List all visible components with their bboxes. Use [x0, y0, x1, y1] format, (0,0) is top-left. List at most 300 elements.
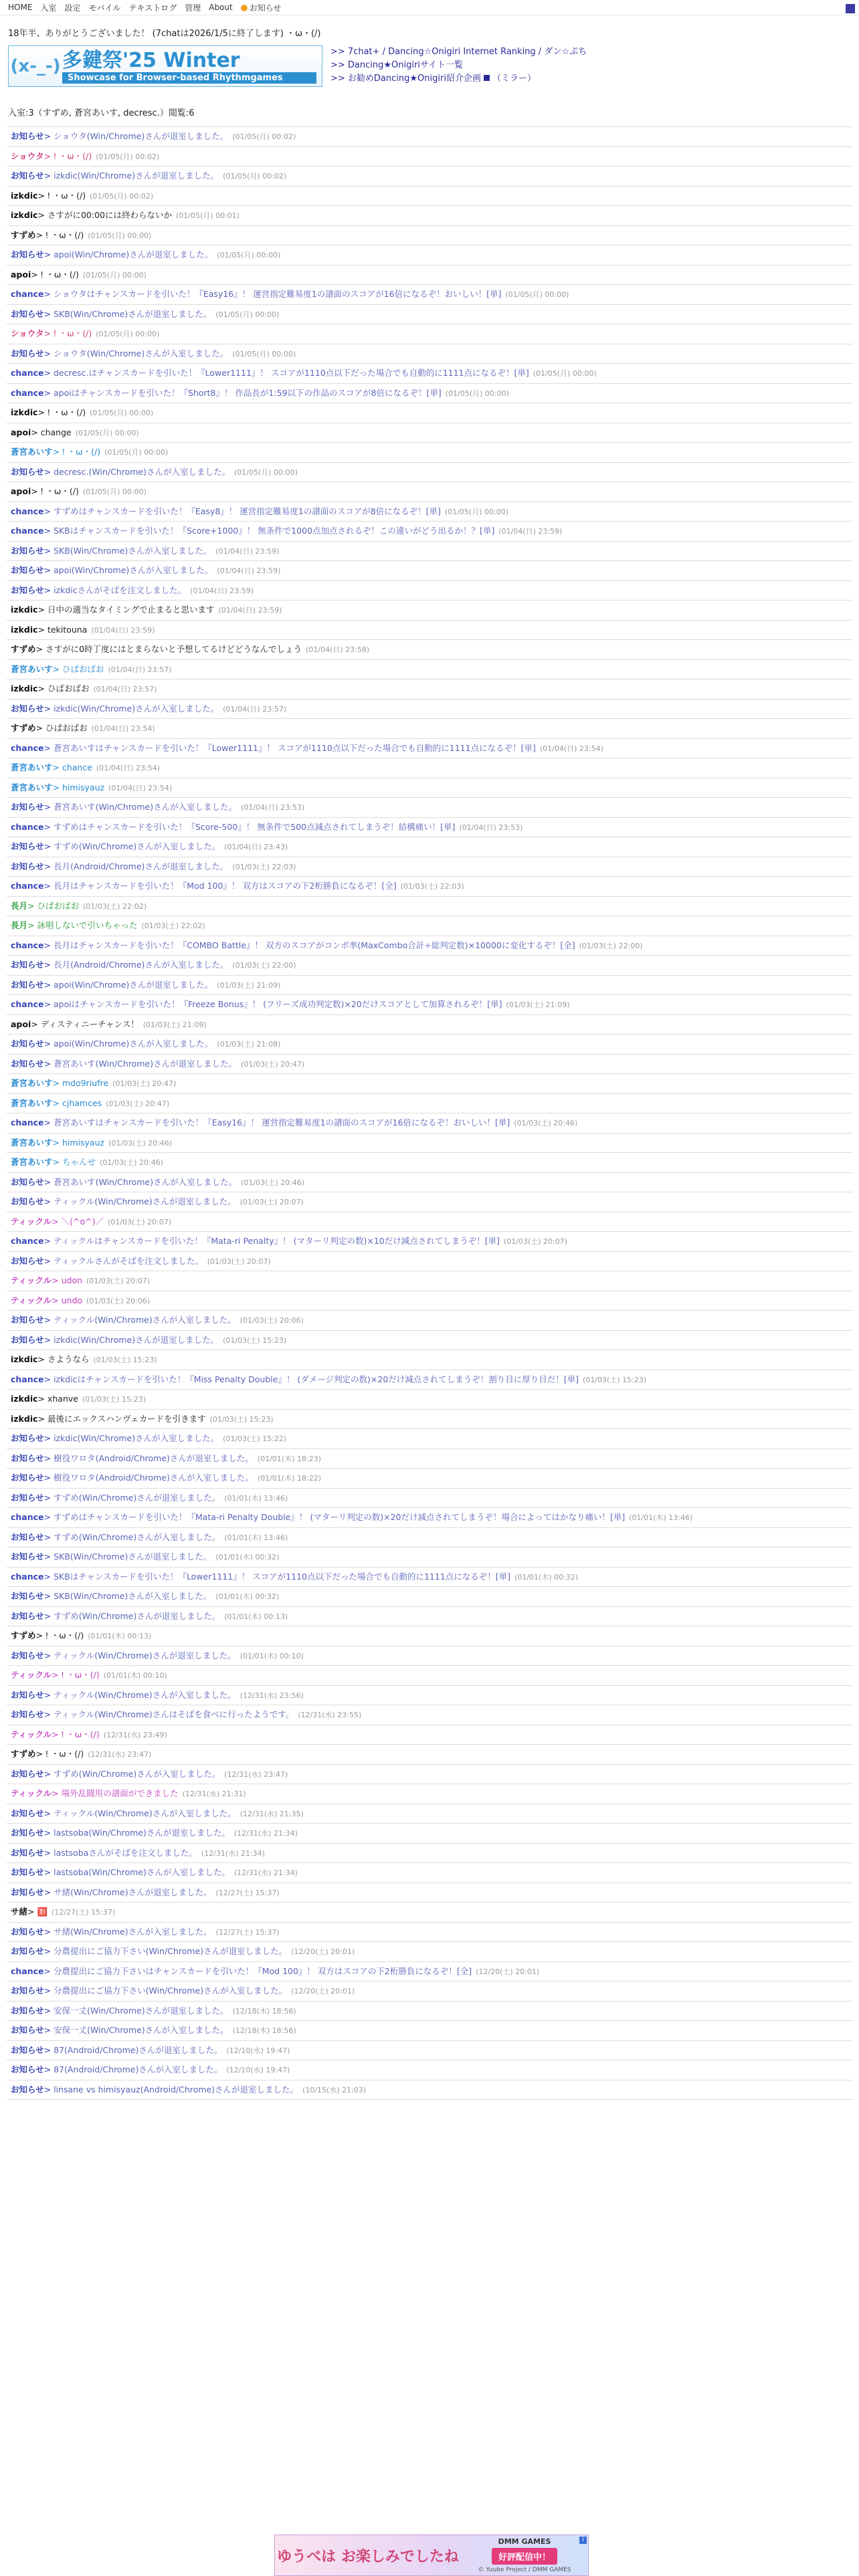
message-speaker[interactable]: お知らせ: [11, 1887, 44, 1897]
message-speaker[interactable]: 蒼宮あいす: [11, 1097, 53, 1108]
message-speaker[interactable]: お知らせ: [11, 308, 44, 319]
message-speaker[interactable]: お知らせ: [11, 2005, 44, 2016]
message-speaker[interactable]: 蒼宮あいす: [11, 1137, 53, 1148]
message-text: SKB(Win/Chrome)さんが入室しました。: [54, 1591, 212, 1601]
message-speaker[interactable]: izkdic: [11, 407, 38, 417]
message-speaker[interactable]: apoi: [11, 269, 31, 280]
event-banner[interactable]: [8, 45, 322, 87]
message-text: すずめ(Win/Chrome)さんが入室しました。: [54, 841, 221, 851]
chat-message: [7, 1686, 852, 1706]
message-text: cjhamces: [62, 1097, 102, 1108]
speaker-separator: >: [43, 1196, 54, 1206]
speaker-separator: >: [43, 1176, 54, 1187]
message-speaker[interactable]: ショウタ: [11, 328, 44, 338]
ad-copyright: © Yuube Project / DMM GAMES: [478, 2567, 571, 2573]
message-speaker[interactable]: ティックル: [11, 1729, 52, 1739]
speaker-separator: >: [43, 1610, 54, 1621]
message-text: SKBはチャンスカードを引いた！『Lower1111』！ スコアが1110点以下だった場合でも自動的に1111点になるぞ！[単]: [53, 1571, 511, 1582]
chat-message: [7, 1824, 852, 1844]
message-speaker[interactable]: お知らせ: [11, 1650, 44, 1660]
room-status: 入室:3（すずめ, 蒼宮あいす, decresc.）閲覧:6: [8, 108, 195, 118]
chat-message: [7, 1449, 852, 1469]
message-text: ティックルはチャンスカードを引いた！『Mata-ri Penalty』！ (マターリ判定の数)×10だけ減点されてしまうぞ！[単]: [53, 1236, 500, 1246]
message-timestamp: (01/03(土) 21:09): [142, 1020, 207, 1029]
message-speaker[interactable]: すずめ: [11, 229, 36, 240]
message-speaker[interactable]: お知らせ: [11, 841, 44, 851]
message-speaker[interactable]: お知らせ: [11, 1985, 44, 1996]
speaker-separator: >: [37, 190, 47, 201]
message-timestamp: (01/04(日) 23:57): [93, 685, 157, 693]
message-speaker[interactable]: chance: [11, 821, 44, 832]
chat-message: [7, 403, 852, 423]
message-timestamp: (01/01(木) 13:46): [224, 1533, 288, 1542]
chat-message: [7, 1646, 852, 1667]
message-speaker[interactable]: すずめ: [11, 1749, 36, 1759]
message-speaker[interactable]: お知らせ: [11, 1433, 44, 1443]
speaker-separator: >: [37, 683, 47, 693]
message-timestamp: (01/03(土) 22:02): [141, 922, 205, 930]
message-timestamp: (01/03(土) 20:06): [86, 1296, 151, 1305]
chat-message: [7, 1942, 852, 1962]
message-timestamp: (12/31(水) 21:34): [233, 1868, 298, 1877]
chat-message: [7, 581, 852, 601]
speaker-separator: >: [31, 269, 41, 280]
chat-message: [7, 995, 852, 1015]
message-text: apoi(Win/Chrome)さんが入室しました。: [54, 1039, 213, 1049]
message-text: apoi(Win/Chrome)さんが入室しました。: [54, 565, 213, 575]
message-timestamp: (01/04(日) 23:59): [217, 566, 281, 575]
chat-message: [7, 561, 852, 581]
message-timestamp: (01/03(土) 20:46): [99, 1158, 164, 1167]
speaker-separator: >: [37, 1394, 47, 1404]
menu-square-icon[interactable]: [846, 4, 855, 13]
message-speaker[interactable]: izkdic: [11, 605, 38, 615]
message-text: ティックル(Win/Chrome)さんが退室しました。: [54, 1650, 236, 1660]
message-text: 詠唱しないで引いちゃった: [37, 920, 138, 930]
message-text: すずめ(Win/Chrome)さんが退室しました。: [54, 1610, 221, 1621]
chat-message: [7, 305, 852, 325]
chat-message: [7, 739, 852, 759]
message-timestamp: (01/05(月) 00:00): [505, 290, 569, 299]
message-text: 分農提出にご協力下さい(Win/Chrome)さんが入室しました。: [54, 1985, 288, 1996]
message-speaker[interactable]: お知らせ: [11, 1709, 44, 1719]
message-timestamp: (12/18(木) 18:56): [232, 2006, 296, 2016]
chat-message: [7, 1863, 852, 1883]
message-speaker[interactable]: お知らせ: [11, 171, 44, 181]
chat-message: [7, 1410, 852, 1430]
ad-cta-button[interactable]: 好評配信中！: [492, 2548, 557, 2565]
message-timestamp: (01/03(土) 21:08): [217, 1040, 281, 1049]
message-speaker[interactable]: apoi: [11, 427, 31, 437]
message-speaker[interactable]: chance: [11, 289, 44, 299]
message-text: 樹役ワロタ(Android/Chrome)さんが入室しました。: [54, 1473, 254, 1483]
message-speaker[interactable]: 蒼宮あいす: [11, 663, 53, 674]
chat-message: [7, 1390, 852, 1410]
message-speaker[interactable]: すずめ: [11, 1630, 36, 1640]
message-speaker[interactable]: izkdic: [11, 1394, 38, 1404]
message-text: xhanve: [47, 1394, 78, 1404]
message-speaker[interactable]: 蒼宮あいす: [11, 447, 53, 457]
nav-text-log[interactable]: テキストログ: [128, 3, 177, 13]
message-timestamp: (01/03(土) 20:47): [106, 1099, 170, 1108]
ad-info-icon[interactable]: i: [579, 2537, 587, 2544]
nav-admin[interactable]: 管理: [185, 3, 201, 13]
speaker-separator: >: [27, 900, 37, 911]
link-ranking[interactable]: >> 7chat+ / Dancing☆Onigiri Internet Ranking / ダン☆ぷち: [330, 47, 587, 57]
chat-message: [7, 818, 852, 838]
message-speaker[interactable]: お知らせ: [11, 1176, 44, 1187]
message-speaker[interactable]: ティックル: [11, 1788, 52, 1798]
message-text: ǃ ・ω・(/): [62, 447, 101, 457]
message-speaker[interactable]: izkdic: [11, 1354, 38, 1364]
message-timestamp: (01/04(日) 23:59): [498, 527, 563, 536]
speaker-separator: >: [43, 1768, 54, 1779]
message-timestamp: (12/31(水) 21:34): [201, 1848, 265, 1858]
message-speaker[interactable]: ティックル: [11, 1295, 52, 1305]
message-timestamp: (01/03(土) 20:46): [514, 1119, 578, 1128]
message-speaker[interactable]: すずめ: [11, 723, 36, 733]
chat-message: [7, 1804, 852, 1824]
message-timestamp: (01/01(木) 18:22): [257, 1474, 321, 1483]
chat-log: [7, 126, 852, 2100]
chat-message: [7, 837, 852, 857]
message-timestamp: (12/27(土) 15:37): [52, 1908, 116, 1917]
link-site-list[interactable]: >> Dancing★Onigiriサイト一覧: [330, 60, 464, 70]
message-text: 蒼宮あいすはチャンスカードを引いた！『Lower1111』！ スコアが1110点以下だった場合でも自動的に1111点になるぞ！[単]: [53, 742, 536, 753]
message-text: ǃ ・ω・(/): [61, 1670, 100, 1680]
link-mirror[interactable]: （ミラー）: [492, 74, 536, 84]
message-text: ǃ ・ω・(/): [45, 1630, 84, 1640]
speaker-separator: >: [43, 2025, 54, 2035]
message-speaker[interactable]: chance: [11, 940, 44, 950]
message-speaker[interactable]: お知らせ: [11, 1058, 44, 1069]
message-timestamp: (01/03(土) 22:00): [232, 961, 296, 970]
chat-message: [7, 1626, 852, 1646]
message-speaker[interactable]: お知らせ: [11, 2025, 44, 2035]
chat-message: [7, 1725, 852, 1745]
message-text: ǃ ・ω・(/): [40, 486, 79, 496]
message-text: 長月(Android/Chrome)さんが入室しました。: [54, 960, 229, 970]
message-text: 87(Android/Chrome)さんが退室しました。: [54, 2044, 223, 2055]
message-timestamp: (12/20(土) 20:01): [476, 1967, 540, 1976]
message-speaker[interactable]: 蒼宮あいす: [11, 762, 53, 772]
chat-message: [7, 660, 852, 680]
message-speaker[interactable]: chance: [11, 999, 44, 1009]
message-text: izkdic(Win/Chrome)さんが入室しました。: [54, 703, 219, 714]
message-speaker[interactable]: izkdic: [11, 683, 38, 693]
message-timestamp: (01/03(土) 20:07): [503, 1237, 568, 1246]
speaker-separator: >: [35, 229, 46, 240]
message-speaker[interactable]: お知らせ: [11, 861, 44, 871]
message-speaker[interactable]: chance: [11, 1965, 44, 1976]
message-speaker[interactable]: ショウタ: [11, 150, 44, 161]
message-text: 長月はチャンスカードを引いた！『COMBO Battle』！ 双方のスコアがコンボ率(MaxCombo合計÷総判定数)×10000に変化するぞ！[全]: [53, 940, 575, 950]
speaker-separator: >: [43, 1117, 54, 1128]
message-timestamp: (01/05(月) 00:00): [88, 231, 152, 240]
message-text: ショウタ(Win/Chrome)さんが退室しました。: [54, 131, 229, 141]
chat-message: [7, 265, 852, 286]
message-speaker[interactable]: お知らせ: [11, 1453, 44, 1463]
message-timestamp: (01/03(土) 22:03): [400, 882, 464, 891]
message-text: 分農提出にご協力下さい(Win/Chrome)さんが退室しました。: [54, 1946, 288, 1956]
message-speaker[interactable]: お知らせ: [11, 1531, 44, 1542]
speaker-separator: >: [43, 821, 54, 832]
chat-message: [7, 1252, 852, 1272]
message-text: 🈹: [37, 1907, 48, 1917]
nav-settings[interactable]: 設定: [64, 3, 81, 13]
message-text: 長月(Android/Chrome)さんが退室しました。: [54, 861, 229, 871]
speaker-separator: >: [43, 1255, 54, 1266]
speaker-separator: >: [43, 2064, 54, 2074]
message-speaker[interactable]: izkdic: [11, 190, 38, 201]
message-text: ひぱおばお: [62, 663, 104, 674]
message-speaker[interactable]: サ緒: [11, 1907, 28, 1917]
chat-message: [7, 936, 852, 956]
message-speaker[interactable]: お知らせ: [11, 802, 44, 812]
message-text: 場外乱闘用の譜面ができました: [61, 1788, 179, 1798]
chat-message: [7, 1844, 852, 1864]
ad-banner[interactable]: [274, 2535, 589, 2576]
chat-message: [7, 877, 852, 897]
speaker-separator: >: [43, 1551, 54, 1562]
message-text: 安保一丈(Win/Chrome)さんが入室しました。: [54, 2025, 229, 2035]
message-speaker[interactable]: すずめ: [11, 644, 36, 654]
chat-message: [7, 226, 852, 246]
chat-message: [7, 167, 852, 187]
message-timestamp: (01/03(土) 20:47): [241, 1059, 305, 1069]
message-speaker[interactable]: chance: [11, 506, 44, 516]
message-text: decresc.はチャンスカードを引いた！『Lower1111』！ スコアが1110点以下だった場合でも自動的に1111点になるぞ！[単]: [53, 368, 529, 378]
message-speaker[interactable]: お知らせ: [11, 703, 44, 714]
message-timestamp: (01/04(日) 23:58): [306, 645, 370, 654]
message-timestamp: (01/03(土) 20:46): [108, 1138, 173, 1148]
chat-message: [7, 1232, 852, 1252]
message-speaker[interactable]: お知らせ: [11, 2064, 44, 2074]
message-timestamp: (01/05(月) 00:00): [96, 330, 160, 338]
nav-home[interactable]: HOME: [8, 3, 33, 12]
nav-notices[interactable]: [241, 2, 282, 13]
message-speaker[interactable]: お知らせ: [11, 584, 44, 595]
chat-message: [7, 956, 852, 976]
message-timestamp: (01/03(土) 15:23): [223, 1335, 287, 1345]
message-speaker[interactable]: お知らせ: [11, 979, 44, 990]
chat-message: [7, 916, 852, 936]
message-speaker[interactable]: chance: [11, 387, 44, 398]
message-speaker[interactable]: お知らせ: [11, 131, 44, 141]
nav-mobile[interactable]: モバイル: [88, 3, 121, 13]
message-timestamp: (01/03(土) 20:07): [107, 1217, 172, 1226]
message-timestamp: (12/20(土) 20:01): [291, 1987, 355, 1996]
speaker-separator: >: [43, 1512, 54, 1522]
message-timestamp: (01/04(日) 23:59): [215, 546, 280, 556]
message-text: linsane vs himisyauz(Android/Chrome)さんが退室しました。: [54, 2084, 299, 2095]
top-nav: [0, 0, 859, 15]
banner-subtitle: Showcase for Browser-based Rhythmgames: [62, 72, 316, 84]
chat-message: [7, 502, 852, 522]
speaker-separator: >: [43, 1808, 54, 1818]
speaker-separator: >: [52, 1078, 62, 1088]
speaker-separator: >: [43, 150, 54, 161]
message-speaker[interactable]: お知らせ: [11, 1768, 44, 1779]
message-timestamp: (01/01(木) 00:10): [240, 1651, 304, 1660]
chat-message: [7, 1883, 852, 1903]
message-text: ティックル(Win/Chrome)さんが入室しました。: [54, 1808, 236, 1818]
message-timestamp: (01/04(日) 23:54): [539, 744, 603, 753]
chat-message: [7, 976, 852, 996]
message-speaker[interactable]: chance: [11, 1571, 44, 1582]
message-speaker[interactable]: お知らせ: [11, 1255, 44, 1266]
message-timestamp: (01/04(日) 23:53): [459, 823, 523, 832]
message-speaker[interactable]: apoi: [11, 486, 31, 496]
message-speaker[interactable]: お知らせ: [11, 1610, 44, 1621]
message-speaker[interactable]: お知らせ: [11, 565, 44, 575]
message-text: すずめ(Win/Chrome)さんが入室しました。: [54, 1531, 221, 1542]
message-speaker[interactable]: 長月: [11, 920, 28, 930]
chat-message: [7, 1271, 852, 1291]
message-text: ǃ ・ω・(/): [54, 328, 92, 338]
speaker-separator: >: [43, 2084, 54, 2095]
message-speaker[interactable]: izkdic: [11, 624, 38, 635]
message-speaker[interactable]: お知らせ: [11, 1847, 44, 1858]
message-speaker[interactable]: izkdic: [11, 1413, 38, 1424]
chat-message: [7, 1035, 852, 1055]
message-speaker[interactable]: お知らせ: [11, 348, 44, 358]
message-timestamp: (01/05(月) 00:02): [90, 191, 154, 201]
message-speaker[interactable]: chance: [11, 1236, 44, 1246]
message-speaker[interactable]: お知らせ: [11, 1551, 44, 1562]
chat-message: [7, 1568, 852, 1588]
message-timestamp: (01/01(木) 13:46): [224, 1493, 288, 1503]
nav-about[interactable]: About: [209, 3, 233, 12]
message-speaker[interactable]: お知らせ: [11, 1926, 44, 1937]
speaker-separator: >: [43, 861, 54, 871]
link-recommend[interactable]: >> お勧めDancing★Onigiri紹介企画: [330, 74, 481, 84]
message-speaker[interactable]: お知らせ: [11, 1867, 44, 1877]
message-speaker[interactable]: 蒼宮あいす: [11, 1078, 53, 1088]
message-speaker[interactable]: お知らせ: [11, 1492, 44, 1503]
message-timestamp: (01/03(土) 21:09): [506, 1000, 570, 1009]
chat-message: [7, 364, 852, 384]
message-timestamp: (01/05(月) 00:00): [215, 310, 280, 319]
message-speaker[interactable]: お知らせ: [11, 960, 44, 970]
speaker-separator: >: [43, 1058, 54, 1069]
message-speaker[interactable]: apoi: [11, 1018, 31, 1029]
message-speaker[interactable]: お知らせ: [11, 1689, 44, 1700]
message-timestamp: (01/04(日) 23:43): [224, 843, 288, 851]
message-speaker[interactable]: お知らせ: [11, 1808, 44, 1818]
message-timestamp: (01/03(土) 15:23): [82, 1395, 147, 1404]
chat-message: [7, 206, 852, 226]
message-speaker[interactable]: chance: [11, 526, 44, 536]
message-speaker[interactable]: chance: [11, 1512, 44, 1522]
message-timestamp: (01/05(月) 00:02): [96, 152, 160, 161]
message-speaker[interactable]: chance: [11, 881, 44, 891]
chat-message: [7, 1113, 852, 1134]
message-text: ちゃんせ: [62, 1157, 96, 1167]
chat-message: [7, 147, 852, 167]
message-speaker[interactable]: chance: [11, 742, 44, 753]
message-text: apoi(Win/Chrome)さんが退室しました。: [54, 249, 213, 259]
speaker-separator: >: [52, 762, 62, 772]
message-speaker[interactable]: ティックル: [11, 1275, 52, 1285]
message-speaker[interactable]: 蒼宮あいす: [11, 782, 53, 792]
chat-message: [7, 384, 852, 404]
message-speaker[interactable]: 蒼宮あいす: [11, 1157, 53, 1167]
message-speaker[interactable]: お知らせ: [11, 1591, 44, 1601]
chat-message: [7, 798, 852, 818]
chat-message: [7, 423, 852, 443]
speaker-separator: >: [31, 427, 41, 437]
speaker-separator: >: [43, 289, 54, 299]
chat-message: [7, 1015, 852, 1035]
banner-text: [62, 49, 322, 84]
speaker-separator: >: [43, 1946, 54, 1956]
message-timestamp: (01/03(土) 20:07): [240, 1198, 304, 1206]
message-timestamp: (01/04(日) 23:57): [223, 704, 287, 714]
speaker-separator: >: [43, 703, 54, 714]
message-text: ショウタはチャンスカードを引いた！『Easy16』！ 運営指定難易度1の譜面のスコアが16倍になるぞ！おいしい！[単]: [53, 289, 502, 299]
message-timestamp: (01/04(日) 23:54): [108, 783, 173, 792]
message-text: lastsoba(Win/Chrome)さんが入室しました。: [54, 1867, 230, 1877]
speaker-separator: >: [43, 1374, 54, 1384]
mirror-square-icon: [484, 75, 490, 81]
message-speaker[interactable]: お知らせ: [11, 1334, 44, 1345]
message-text: izkdicはチャンスカードを引いた！『Miss Penalty Double』！ (ダメージ判定の数)×20だけ減点されてしまうぞ！割り目に厚り目だ！[単]: [53, 1374, 579, 1384]
message-speaker[interactable]: お知らせ: [11, 545, 44, 556]
speaker-separator: >: [43, 1965, 54, 1976]
message-speaker[interactable]: お知らせ: [11, 2044, 44, 2055]
message-speaker[interactable]: izkdic: [11, 210, 38, 220]
message-speaker[interactable]: ティックル: [11, 1670, 52, 1680]
nav-enter-room[interactable]: 入室: [40, 3, 57, 13]
message-text: サ緒(Win/Chrome)さんが退室しました。: [54, 1887, 212, 1897]
speaker-separator: >: [43, 1926, 54, 1937]
banner-mascot-icon: (x-_-): [10, 56, 61, 76]
message-text: apoiはチャンスカードを引いた！『Short8』！ 作品長が1:59以下の作品のスコアが8倍になるぞ！[単]: [53, 387, 442, 398]
message-speaker[interactable]: お知らせ: [11, 466, 44, 477]
message-timestamp: (01/03(土) 15:22): [223, 1434, 287, 1443]
message-speaker[interactable]: ティックル: [11, 1216, 52, 1226]
message-speaker[interactable]: お知らせ: [11, 1946, 44, 1956]
message-speaker[interactable]: お知らせ: [11, 1315, 44, 1325]
message-speaker[interactable]: chance: [11, 1374, 44, 1384]
speaker-separator: >: [43, 171, 54, 181]
message-text: apoiはチャンスカードを引いた！『Freeze Bonus』！ (フリーズ成功判定数)×20だけスコアとして加算されるぞ！[単]: [53, 999, 502, 1009]
message-timestamp: (12/27(土) 15:37): [215, 1927, 280, 1937]
speaker-separator: >: [52, 1788, 62, 1798]
message-text: ひぱおばお: [47, 683, 90, 693]
message-speaker[interactable]: chance: [11, 368, 44, 378]
message-speaker[interactable]: お知らせ: [11, 1196, 44, 1206]
message-text: ティックル(Win/Chrome)さんが入室しました。: [54, 1689, 236, 1700]
message-text: ティックル(Win/Chrome)さんが入室しました。: [54, 1315, 236, 1325]
message-speaker[interactable]: chance: [11, 1117, 44, 1128]
message-speaker[interactable]: お知らせ: [11, 1828, 44, 1838]
message-speaker[interactable]: お知らせ: [11, 1039, 44, 1049]
message-text: 87(Android/Chrome)さんが入室しました。: [54, 2064, 223, 2074]
message-timestamp: (01/03(土) 20:07): [86, 1277, 151, 1285]
speaker-separator: >: [43, 249, 54, 259]
message-speaker[interactable]: 長月: [11, 900, 28, 911]
speaker-separator: >: [43, 1650, 54, 1660]
message-text: decresc.(Win/Chrome)さんが入室しました。: [54, 466, 230, 477]
message-text: サ緒(Win/Chrome)さんが入室しました。: [54, 1926, 212, 1937]
speaker-separator: >: [43, 526, 54, 536]
message-speaker[interactable]: お知らせ: [11, 249, 44, 259]
message-speaker[interactable]: お知らせ: [11, 1473, 44, 1483]
message-timestamp: (12/18(木) 18:56): [232, 2026, 296, 2035]
message-speaker[interactable]: お知らせ: [11, 2084, 44, 2095]
